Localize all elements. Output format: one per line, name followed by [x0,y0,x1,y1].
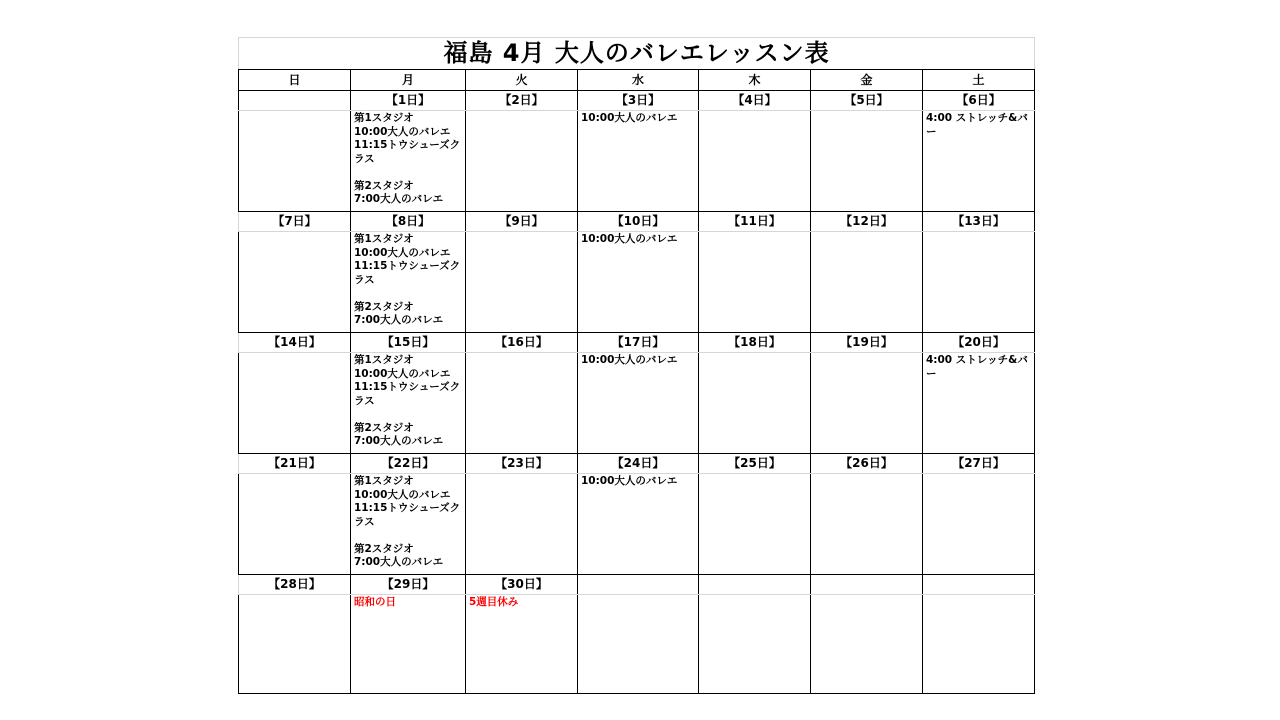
lesson-content-row [239,232,1035,333]
date-label: 【26日】 [811,454,923,474]
lesson-content-row [239,474,1035,575]
lesson-cell: 昭和の日 [351,595,466,694]
lesson-cell [466,111,578,212]
lesson-cell: 4:00 ストレッチ&バー [923,111,1035,212]
lesson-cell: 第1スタジオ 10:00大人のバレエ 11:15トウシューズクラス 第2スタジオ 7:00大人のバレエ [351,232,466,333]
date-label: 【5日】 [811,91,923,111]
schedule-title: 福島 4月 大人のバレエレッスン表 [239,38,1035,70]
lesson-content-row [239,353,1035,454]
lesson-cell: 5週目休み [466,595,578,694]
date-label: 【19日】 [811,333,923,353]
date-label: 【1日】 [351,91,466,111]
lesson-cell: 10:00大人のバレエ [578,353,699,454]
lesson-cell [811,474,923,575]
lesson-cell: 10:00大人のバレエ [578,232,699,333]
date-label [699,575,811,595]
date-label-row [239,454,1035,474]
lesson-cell [923,595,1035,694]
lesson-cell [239,595,351,694]
date-label [239,91,351,111]
lesson-cell [578,595,699,694]
lesson-content-row [239,111,1035,212]
lesson-schedule-sheet [238,37,1034,688]
calendar-table [238,37,1035,694]
lesson-cell: 10:00大人のバレエ [578,111,699,212]
date-label: 【17日】 [578,333,699,353]
lesson-cell [811,353,923,454]
date-label-row [239,212,1035,232]
lesson-cell [239,232,351,333]
lesson-cell [239,474,351,575]
weekday-wed: 水 [578,70,699,91]
lesson-cell [699,111,811,212]
weekday-sat: 土 [923,70,1035,91]
date-label: 【8日】 [351,212,466,232]
lesson-cell: 第1スタジオ 10:00大人のバレエ 11:15トウシューズクラス 第2スタジオ 7:00大人のバレエ [351,111,466,212]
date-label: 【20日】 [923,333,1035,353]
date-label-row [239,575,1035,595]
lesson-cell [811,595,923,694]
lesson-cell [923,232,1035,333]
date-label: 【27日】 [923,454,1035,474]
date-label: 【12日】 [811,212,923,232]
date-label: 【24日】 [578,454,699,474]
date-label: 【15日】 [351,333,466,353]
lesson-cell [811,232,923,333]
lesson-cell [699,595,811,694]
weekday-thu: 木 [699,70,811,91]
date-label: 【6日】 [923,91,1035,111]
lesson-cell [699,474,811,575]
date-label: 【9日】 [466,212,578,232]
lesson-cell: 10:00大人のバレエ [578,474,699,575]
lesson-cell [466,474,578,575]
lesson-cell [239,111,351,212]
weekday-header-row [239,70,1035,91]
lesson-cell [239,353,351,454]
lesson-content-row [239,595,1035,694]
date-label: 【23日】 [466,454,578,474]
lesson-cell: 4:00 ストレッチ&バー [923,353,1035,454]
lesson-cell [466,353,578,454]
date-label [578,575,699,595]
date-label: 【21日】 [239,454,351,474]
date-label: 【10日】 [578,212,699,232]
date-label [923,575,1035,595]
lesson-cell [811,111,923,212]
lesson-cell: 第1スタジオ 10:00大人のバレエ 11:15トウシューズクラス 第2スタジオ 7:00大人のバレエ [351,353,466,454]
weekday-mon: 月 [351,70,466,91]
date-label: 【11日】 [699,212,811,232]
weekday-fri: 金 [811,70,923,91]
lesson-cell [923,474,1035,575]
date-label [811,575,923,595]
date-label-row [239,91,1035,111]
date-label: 【28日】 [239,575,351,595]
date-label: 【3日】 [578,91,699,111]
date-label: 【13日】 [923,212,1035,232]
lesson-cell [699,353,811,454]
lesson-cell [466,232,578,333]
date-label-row [239,333,1035,353]
date-label: 【16日】 [466,333,578,353]
date-label: 【18日】 [699,333,811,353]
weekday-tue: 火 [466,70,578,91]
lesson-cell [699,232,811,333]
date-label: 【22日】 [351,454,466,474]
date-label: 【7日】 [239,212,351,232]
date-label: 【30日】 [466,575,578,595]
date-label: 【29日】 [351,575,466,595]
date-label: 【25日】 [699,454,811,474]
lesson-cell: 第1スタジオ 10:00大人のバレエ 11:15トウシューズクラス 第2スタジオ 7:00大人のバレエ [351,474,466,575]
date-label: 【4日】 [699,91,811,111]
date-label: 【14日】 [239,333,351,353]
date-label: 【2日】 [466,91,578,111]
weekday-sun: 日 [239,70,351,91]
